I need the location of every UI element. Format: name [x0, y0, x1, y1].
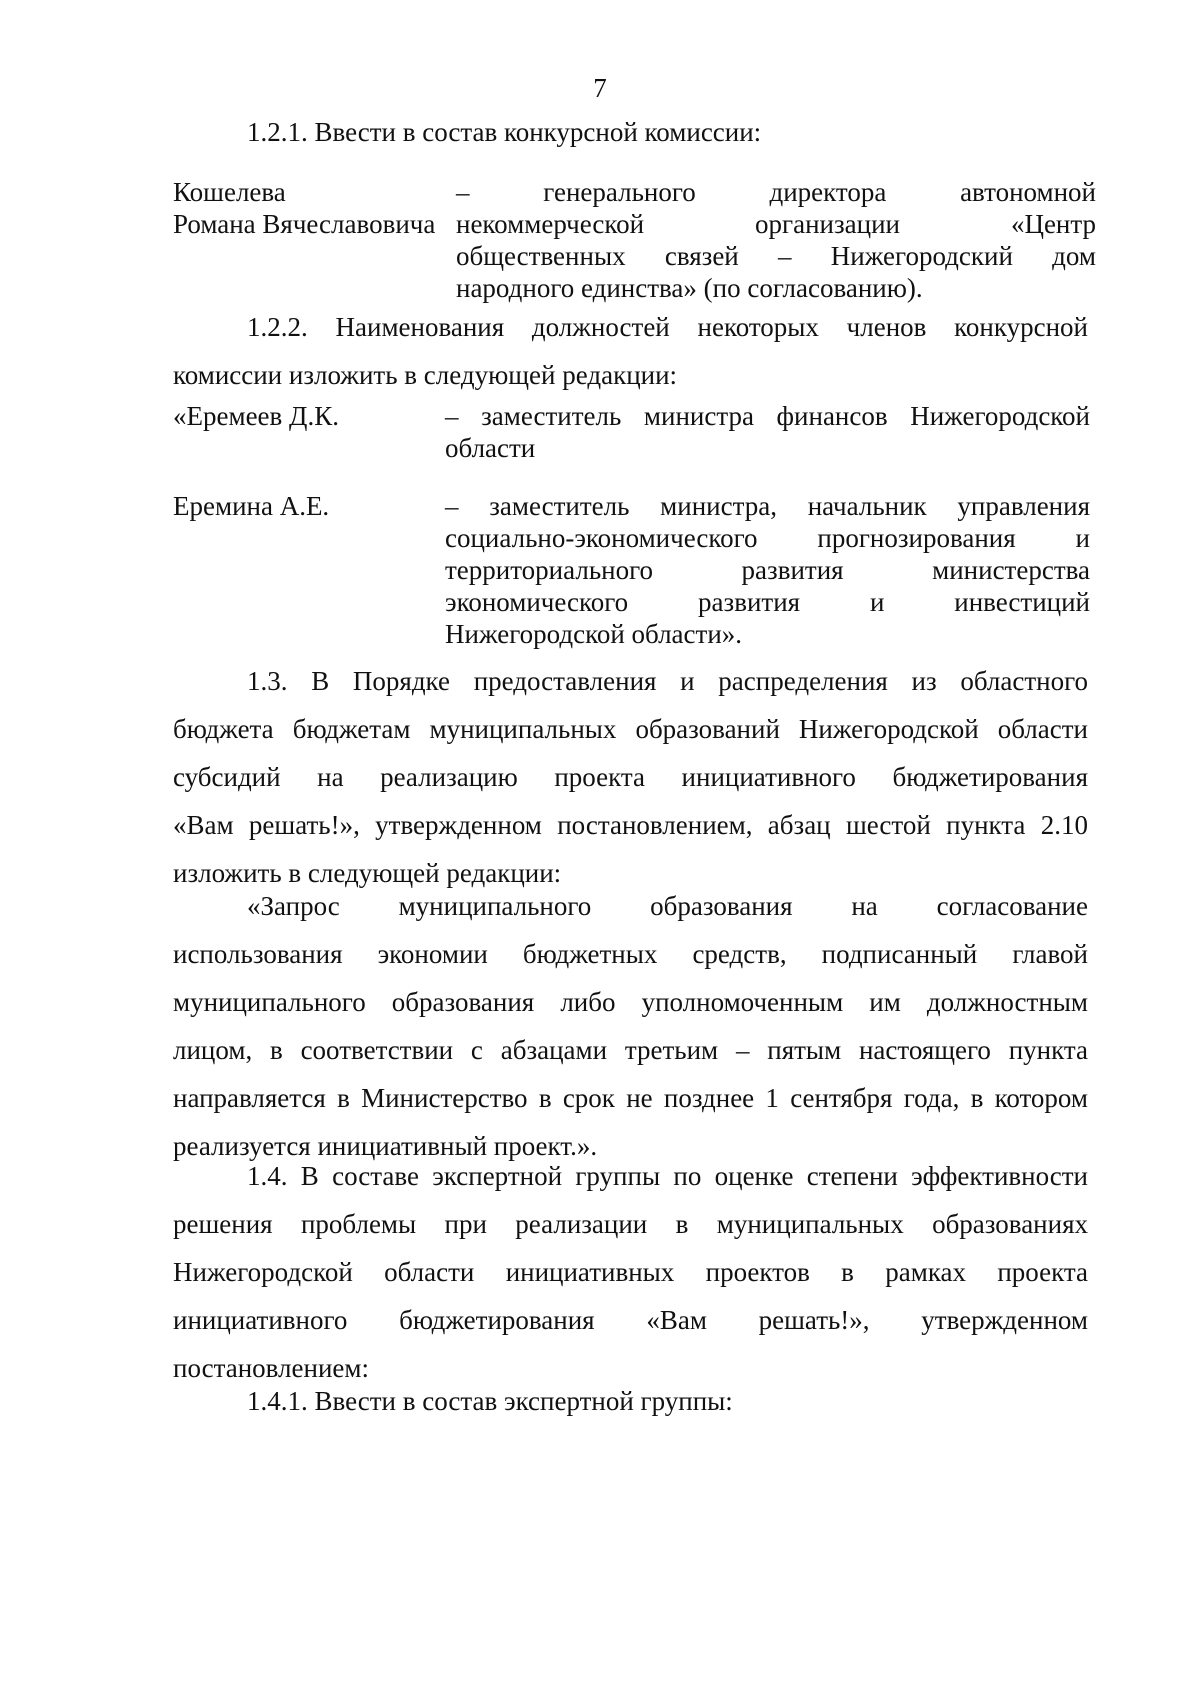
member-position-line: общественных связей – Нижегородский дом	[456, 241, 1096, 271]
member-name: «Еремеев Д.К.	[173, 401, 339, 431]
paragraph-line: комиссии изложить в следующей редакции:	[173, 360, 678, 390]
member-position-line: – заместитель министра, начальник управления	[445, 491, 1090, 521]
member-position-line: территориального развития министерства	[445, 555, 1090, 585]
member-position	[445, 490, 1090, 650]
paragraph-1-4-1	[173, 1377, 1088, 1425]
paragraph-line: постановлением:	[173, 1353, 369, 1383]
member-position-line: экономического развития и инвестиций	[445, 587, 1090, 617]
paragraph-1-3	[173, 657, 1088, 897]
member-position	[445, 400, 1090, 464]
paragraph-line: 1.2.1. Ввести в состав конкурсной комиссии:	[247, 117, 762, 147]
paragraph-line: 1.4. В составе экспертной группы по оценке степени эффективности	[247, 1161, 1088, 1191]
member-position-line: области	[445, 433, 536, 463]
paragraph-1-2-1	[173, 116, 1088, 148]
member-position-line: социально-экономического прогнозирования и	[445, 523, 1090, 553]
paragraph-line: муниципального образования либо уполномоченным им должностным	[173, 987, 1088, 1017]
paragraph-line: субсидий на реализацию проекта инициативного бюджетирования	[173, 762, 1088, 792]
member-position-line: народного единства» (по согласованию).	[456, 273, 923, 303]
paragraph-quote	[173, 882, 1088, 1170]
member-name	[173, 176, 473, 240]
paragraph-line: лицом, в соответствии с абзацами третьим – пятым настоящего пункта	[173, 1035, 1088, 1065]
paragraph-line: изложить в следующей редакции:	[173, 858, 562, 888]
paragraph-line: направляется в Министерство в срок не позднее 1 сентября года, в котором	[173, 1083, 1088, 1113]
member-position	[456, 176, 1096, 304]
paragraph-line: инициативного бюджетирования «Вам решать!», утвержденном	[173, 1305, 1088, 1335]
member-name-line: Романа Вячеславовича	[173, 209, 436, 239]
paragraph-line: «Вам решать!», утвержденном постановлением, абзац шестой пункта 2.10	[173, 810, 1088, 840]
member-name-line: Кошелева	[173, 177, 286, 207]
member-name: Еремина А.Е.	[173, 491, 330, 521]
member-position-line: Нижегородской области».	[445, 619, 743, 649]
paragraph-line: бюджета бюджетам муниципальных образований Нижегородской области	[173, 714, 1088, 744]
paragraph-line: Нижегородской области инициативных проектов в рамках проекта	[173, 1257, 1088, 1287]
paragraph-line: 1.2.2. Наименования должностей некоторых членов конкурсной	[247, 312, 1088, 342]
paragraph-line: 1.3. В Порядке предоставления и распределения из областного	[247, 666, 1088, 696]
paragraph-line: использования экономии бюджетных средств, подписанный главой	[173, 939, 1088, 969]
member-position-line: – генерального директора автономной	[456, 177, 1096, 207]
member-position-line: некоммерческой организации «Центр	[456, 209, 1096, 239]
member-position-line: – заместитель министра финансов Нижегородской	[445, 401, 1090, 431]
paragraph-1-2-2	[173, 303, 1088, 399]
paragraph-line: «Запрос муниципального образования на согласование	[247, 891, 1088, 921]
page-number: 7	[593, 73, 607, 103]
paragraph-1-4	[173, 1152, 1088, 1392]
paragraph-line: реализуется инициативный проект.».	[173, 1131, 598, 1161]
paragraph-line: решения проблемы при реализации в муниципальных образованиях	[173, 1209, 1088, 1239]
paragraph-line: 1.4.1. Ввести в состав экспертной группы:	[247, 1386, 733, 1416]
